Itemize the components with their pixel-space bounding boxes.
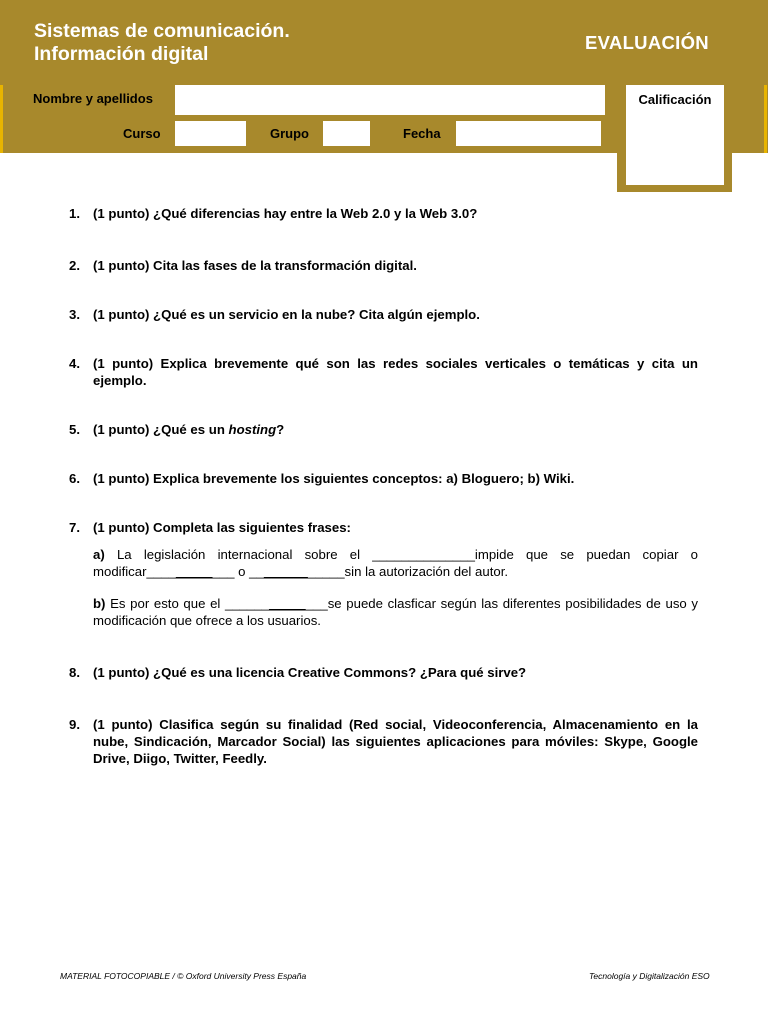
question-text: (1 punto) Explica brevemente los siguientes conceptos: a) Bloguero; b) Wiki.: [93, 471, 575, 486]
right-accent-bar: [764, 85, 767, 153]
part-text: ___ o __: [212, 564, 264, 579]
course-field[interactable]: [175, 121, 246, 146]
name-label: Nombre y apellidos: [33, 91, 153, 106]
question-4: [69, 355, 698, 389]
blank-underline: _____: [175, 564, 213, 579]
q7-part-b: [93, 595, 698, 629]
group-field[interactable]: [323, 121, 370, 146]
question-text: (1 punto) ¿Qué es una licencia Creative Commons? ¿Para qué sirve?: [93, 665, 527, 680]
question-text: (1 punto) Cita las fases de la transformación digital.: [93, 258, 417, 273]
footer-copyright: MATERIAL FOTOCOPIABLE / © Oxford University Press España: [60, 971, 307, 981]
question-text: (1 punto) Completa las siguientes frases:: [93, 520, 351, 535]
part-label: b): [93, 596, 106, 611]
question-2: [69, 257, 698, 274]
question-number: 6.: [69, 471, 80, 486]
question-text: (1 punto) Clasifica según su finalidad (Red social, Videoconferencia, Almacenamiento en la nube, Sindicación, Marcador Social) las siguientes aplicaciones para móviles: Skype, Google Drive, Diigo, Twitter, Feedly.: [93, 717, 698, 766]
title-line-2: Información digital: [34, 43, 209, 65]
question-number: 8.: [69, 665, 80, 680]
blank-underline: _____: [269, 596, 306, 611]
part-text: La legislación internacional sobre el ______________impide que se puedan copiar o modificar____: [93, 547, 698, 579]
part-text: Es por esto que el ______: [105, 596, 270, 611]
part-text: ___se puede clasficar según las diferentes posibilidades de uso y modificación que ofrece a los usuarios.: [93, 596, 698, 628]
question-text: [93, 421, 698, 438]
question-number: 1.: [69, 206, 80, 221]
question-text: (1 punto) Explica brevemente qué son las redes sociales verticales o temáticas y cita un ejemplo.: [93, 356, 698, 388]
question-6: [69, 470, 698, 487]
left-accent-bar: [0, 85, 3, 153]
date-label: Fecha: [403, 126, 441, 141]
question-number: 7.: [69, 520, 80, 535]
question-3: [69, 306, 698, 323]
date-field[interactable]: [456, 121, 601, 146]
course-label: Curso: [123, 126, 161, 141]
group-label: Grupo: [270, 126, 309, 141]
question-number: 3.: [69, 307, 80, 322]
q7-part-a: [93, 546, 698, 580]
question-number: 4.: [69, 356, 80, 371]
question-text-start: (1 punto) ¿Qué es un: [93, 422, 229, 437]
title-line-1: Sistemas de comunicación.: [34, 20, 290, 42]
footer-book-title: Tecnología y Digitalización ESO: [589, 971, 710, 981]
question-8: [69, 664, 698, 681]
question-text: (1 punto) ¿Qué es un servicio en la nube? Cita algún ejemplo.: [93, 307, 480, 322]
question-number: 2.: [69, 258, 80, 273]
question-7: [69, 519, 698, 536]
evaluation-heading: EVALUACIÓN: [585, 32, 709, 53]
page-title: [34, 20, 290, 66]
question-term: hosting: [228, 422, 277, 437]
question-number: 9.: [69, 717, 80, 732]
blank-underline: ______: [263, 564, 308, 579]
question-1: [69, 205, 698, 222]
grade-label: Calificación: [638, 92, 712, 107]
part-text: _____sin la autorización del autor.: [307, 564, 509, 579]
question-text-end: ?: [276, 422, 285, 437]
question-9: [69, 716, 698, 767]
part-label: a): [93, 547, 105, 562]
question-5: [69, 421, 698, 438]
name-field[interactable]: [175, 85, 605, 115]
question-number: 5.: [69, 422, 80, 437]
question-text: (1 punto) ¿Qué diferencias hay entre la Web 2.0 y la Web 3.0?: [93, 206, 478, 221]
